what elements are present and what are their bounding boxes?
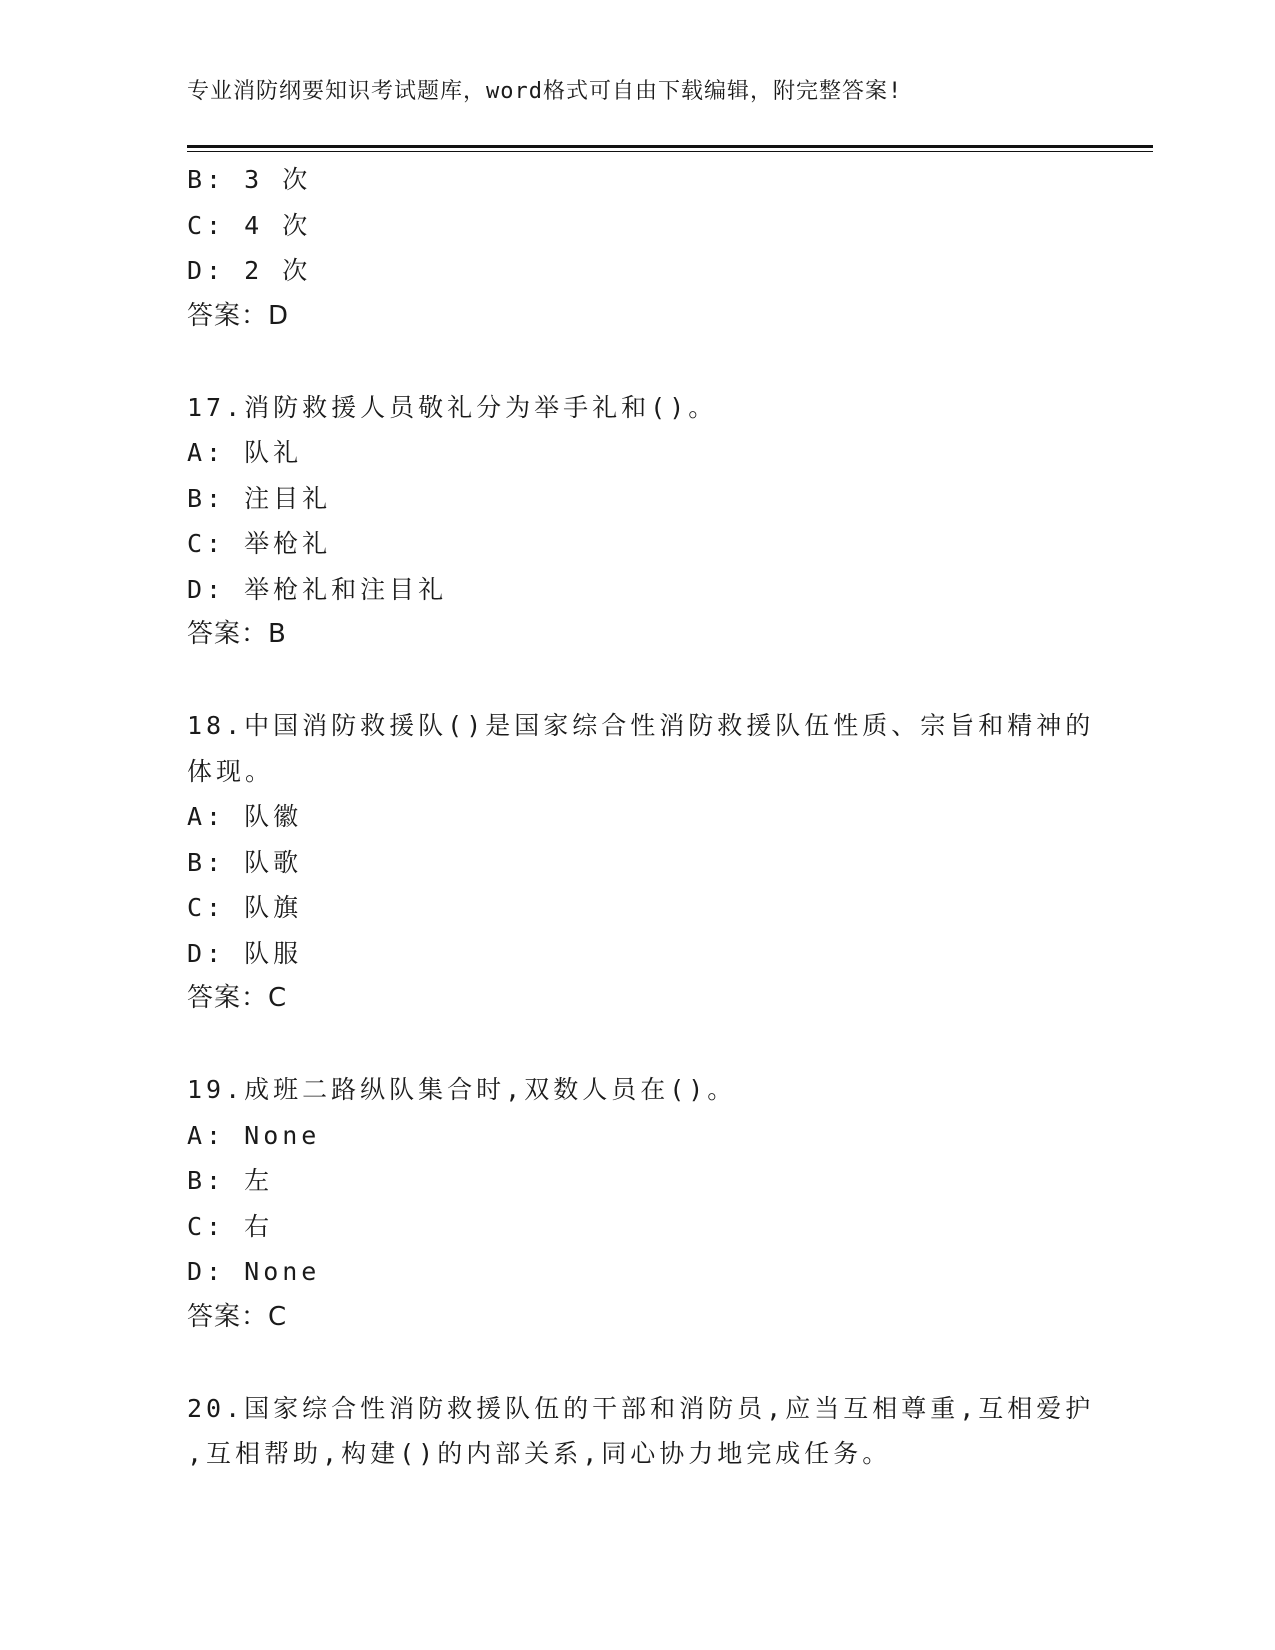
option-d: D: 2 次 bbox=[187, 256, 312, 285]
answer: 答案：C bbox=[187, 983, 288, 1013]
option-c: C: 举枪礼 bbox=[187, 529, 332, 558]
question-20 bbox=[187, 1386, 1095, 1477]
option-d: D: 举枪礼和注目礼 bbox=[187, 574, 448, 604]
option-d: D: 队服 bbox=[187, 938, 303, 968]
question-text: 19.成班二路纵队集合时,双数人员在()。 bbox=[187, 1075, 737, 1104]
header-divider-thick bbox=[187, 145, 1153, 148]
document-body bbox=[187, 157, 1095, 1477]
option-c: C: 队旗 bbox=[187, 893, 303, 922]
question-16-continued bbox=[187, 157, 1087, 339]
option-c: C: 右 bbox=[187, 1211, 274, 1241]
question-text-continued: ,互相帮助,构建()的内部关系,同心协力地完成任务。 bbox=[187, 1439, 892, 1468]
question-text-continued: 体现。 bbox=[187, 756, 275, 786]
option-a: A: 队礼 bbox=[187, 438, 303, 467]
answer: 答案：B bbox=[187, 619, 287, 649]
question-17 bbox=[187, 385, 1087, 658]
page-header: 专业消防纲要知识考试题库，word格式可自由下载编辑，附完整答案! bbox=[187, 79, 903, 104]
spacer bbox=[187, 339, 1087, 385]
question-text: 18.中国消防救援队()是国家综合性消防救援队伍性质、宗旨和精神的 bbox=[187, 711, 1095, 740]
answer: 答案：C bbox=[187, 1301, 288, 1332]
option-a: A: 队徽 bbox=[187, 802, 303, 831]
spacer bbox=[187, 658, 1087, 704]
option-b: B: 3 次 bbox=[187, 165, 312, 194]
option-c: C: 4 次 bbox=[187, 210, 312, 240]
spacer bbox=[187, 1022, 1087, 1068]
answer: 答案：D bbox=[187, 300, 290, 331]
question-text: 17.消防救援人员敬礼分为举手礼和()。 bbox=[187, 392, 718, 422]
question-text: 20.国家综合性消防救援队伍的干部和消防员,应当互相尊重,互相爱护 bbox=[187, 1393, 1095, 1423]
question-19 bbox=[187, 1067, 1087, 1340]
option-b: B: 左 bbox=[187, 1166, 274, 1195]
option-d: D: None bbox=[187, 1257, 321, 1286]
spacer bbox=[187, 1340, 1087, 1386]
option-b: B: 注目礼 bbox=[187, 483, 332, 513]
header-divider-thin bbox=[187, 151, 1153, 152]
option-b: B: 队歌 bbox=[187, 847, 303, 877]
option-a: A: None bbox=[187, 1120, 321, 1150]
question-18 bbox=[187, 703, 1095, 1022]
